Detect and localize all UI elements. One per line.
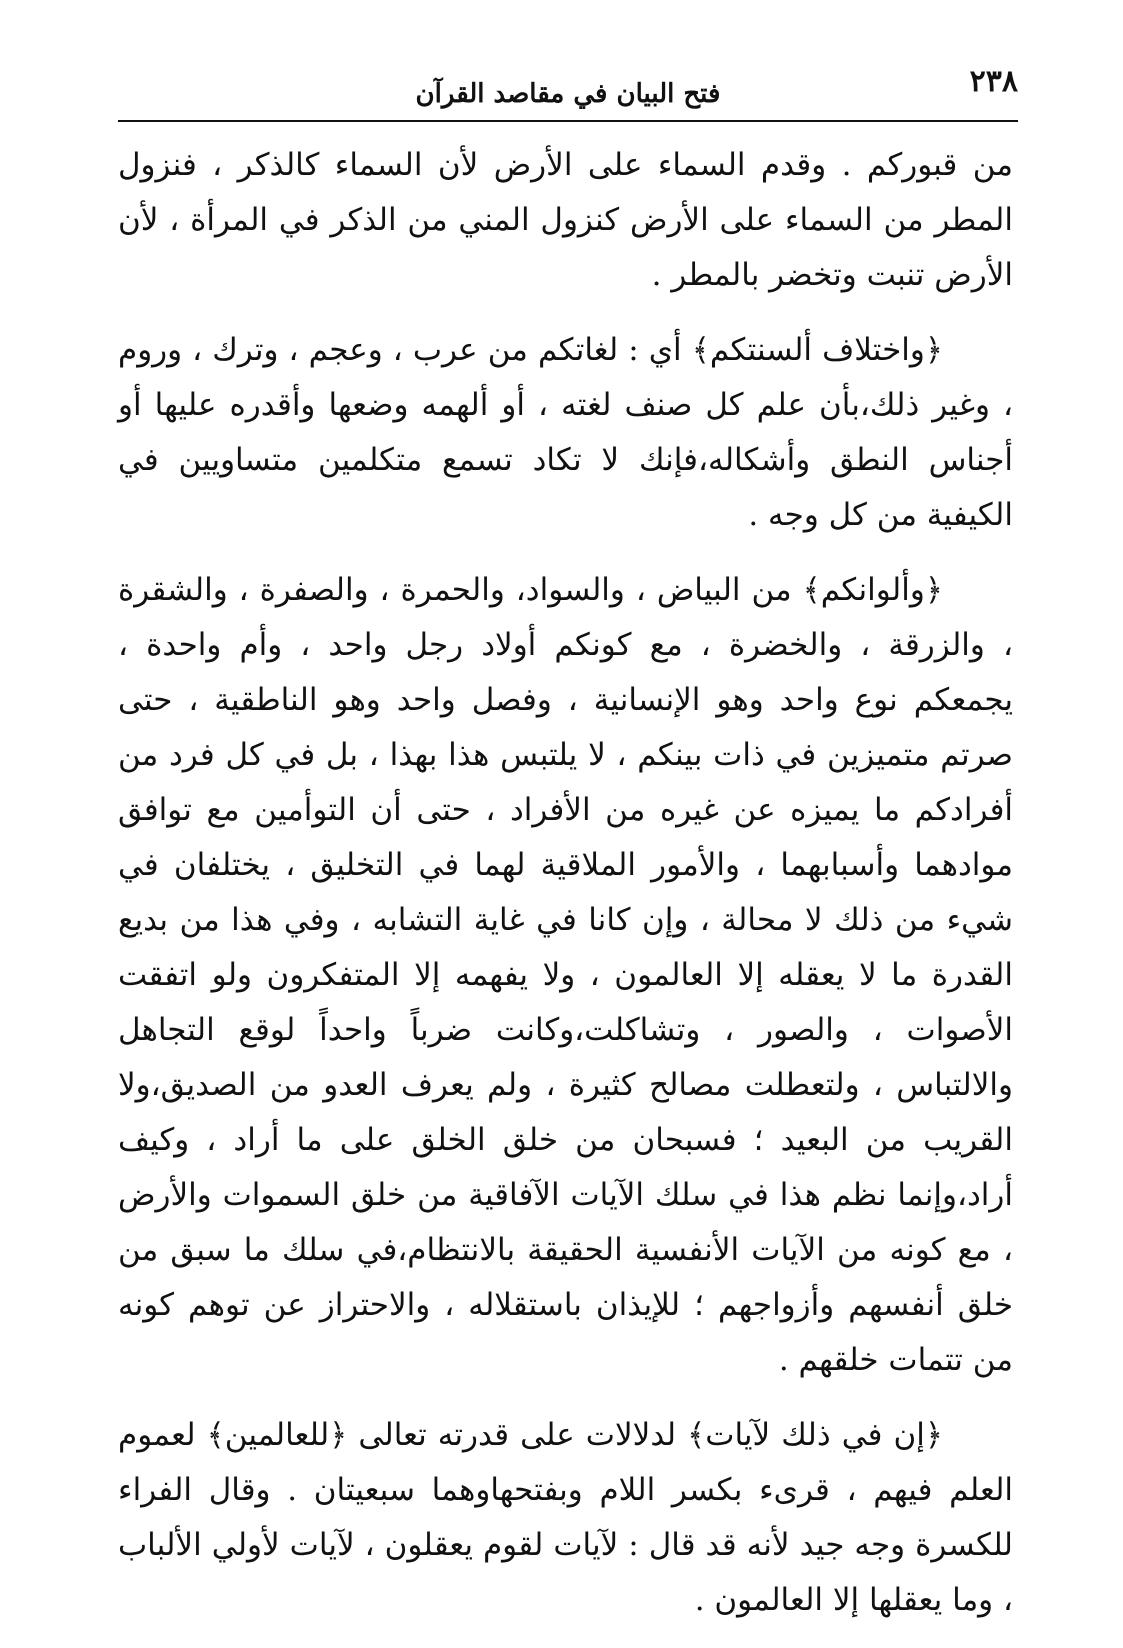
paragraph-2: ﴿واختلاف ألسنتكم﴾ أي : لغاتكم من عرب ، وعجم ، وترك ، وروم ، وغير ذلك،بأن علم كل صنف لغته ، أو ألهمه وضعها وأقدره عليها أو أجناس النطق وأشكاله،فإنك لا تكاد تسمع متكلمين متساويين في الكيفية من كل وجه . xyxy=(118,332,1013,533)
page-header xyxy=(118,60,1018,120)
page-body xyxy=(118,138,1013,1648)
paragraph-4: ﴿إن في ذلك لآيات﴾ لدلالات على قدرته تعالى ﴿للعالمين﴾ لعموم العلم فيهم ، قرىء بكسر اللام وبفتحهاوهما سبعيتان . وقال الفراء للكسرة وجه جيد لأنه قد قال : لآيات لقوم يعقلون ، لآيات لأولي الألباب ، وما يعقلها إلا العالمون . xyxy=(118,1417,1013,1618)
page-number: ٢٣٨ xyxy=(969,64,1018,99)
paragraph-1: من قبوركم . وقدم السماء على الأرض لأن السماء كالذكر ، فنزول المطر من السماء على الأرض كنزول المني من الذكر في المرأة ، لأن الأرض تنبت وتخضر بالمطر . xyxy=(118,147,1013,293)
paragraph-3: ﴿وألوانكم﴾ من البياض ، والسواد، والحمرة ، والصفرة ، والشقرة ، والزرقة ، والخضرة ، مع كونكم أولاد رجل واحد ، وأم واحدة ، يجمعكم نوع واحد وهو الإنسانية ، وفصل واحد وهو الناطقية ، حتى صرتم متميزين في ذات بينكم ، لا يلتبس هذا بهذا ، بل في كل فرد من أفرادكم ما يميزه عن غيره من الأفراد ، حتى أن التوأمين مع توافق موادهما وأسبابهما ، والأمور الملاقية لهما في التخليق ، يختلفان في شيء من ذلك لا محالة ، وإن كانا في غاية التشابه ، وفي هذا من بديع القدرة ما لا يعقله إلا العالمون ، ولا يفهمه إلا المتفكرون ولو اتفقت الأصوات ، والصور ، وتشاكلت،وكانت ضرباً واحداً لوقع التجاهل والالتباس ، ولتعطلت مصالح كثيرة ، ولم يعرف العدو من الصديق،ولا القريب من البعيد ؛ فسبحان من خلق الخلق على ما أراد ، وكيف أراد،وإنما نظم هذا في سلك الآيات الآفاقية من خلق السموات والأرض ، مع كونه من الآيات الأنفسية الحقيقة بالانتظام،في سلك ما سبق من خلق أنفسهم وأزواجهم ؛ للإيذان باستقلاله ، والاحتراز عن توهم كونه من تتمات خلقهم . xyxy=(118,572,1014,1378)
header-divider xyxy=(118,120,1018,122)
running-title: فتح البيان في مقاصد القرآن xyxy=(415,79,721,109)
